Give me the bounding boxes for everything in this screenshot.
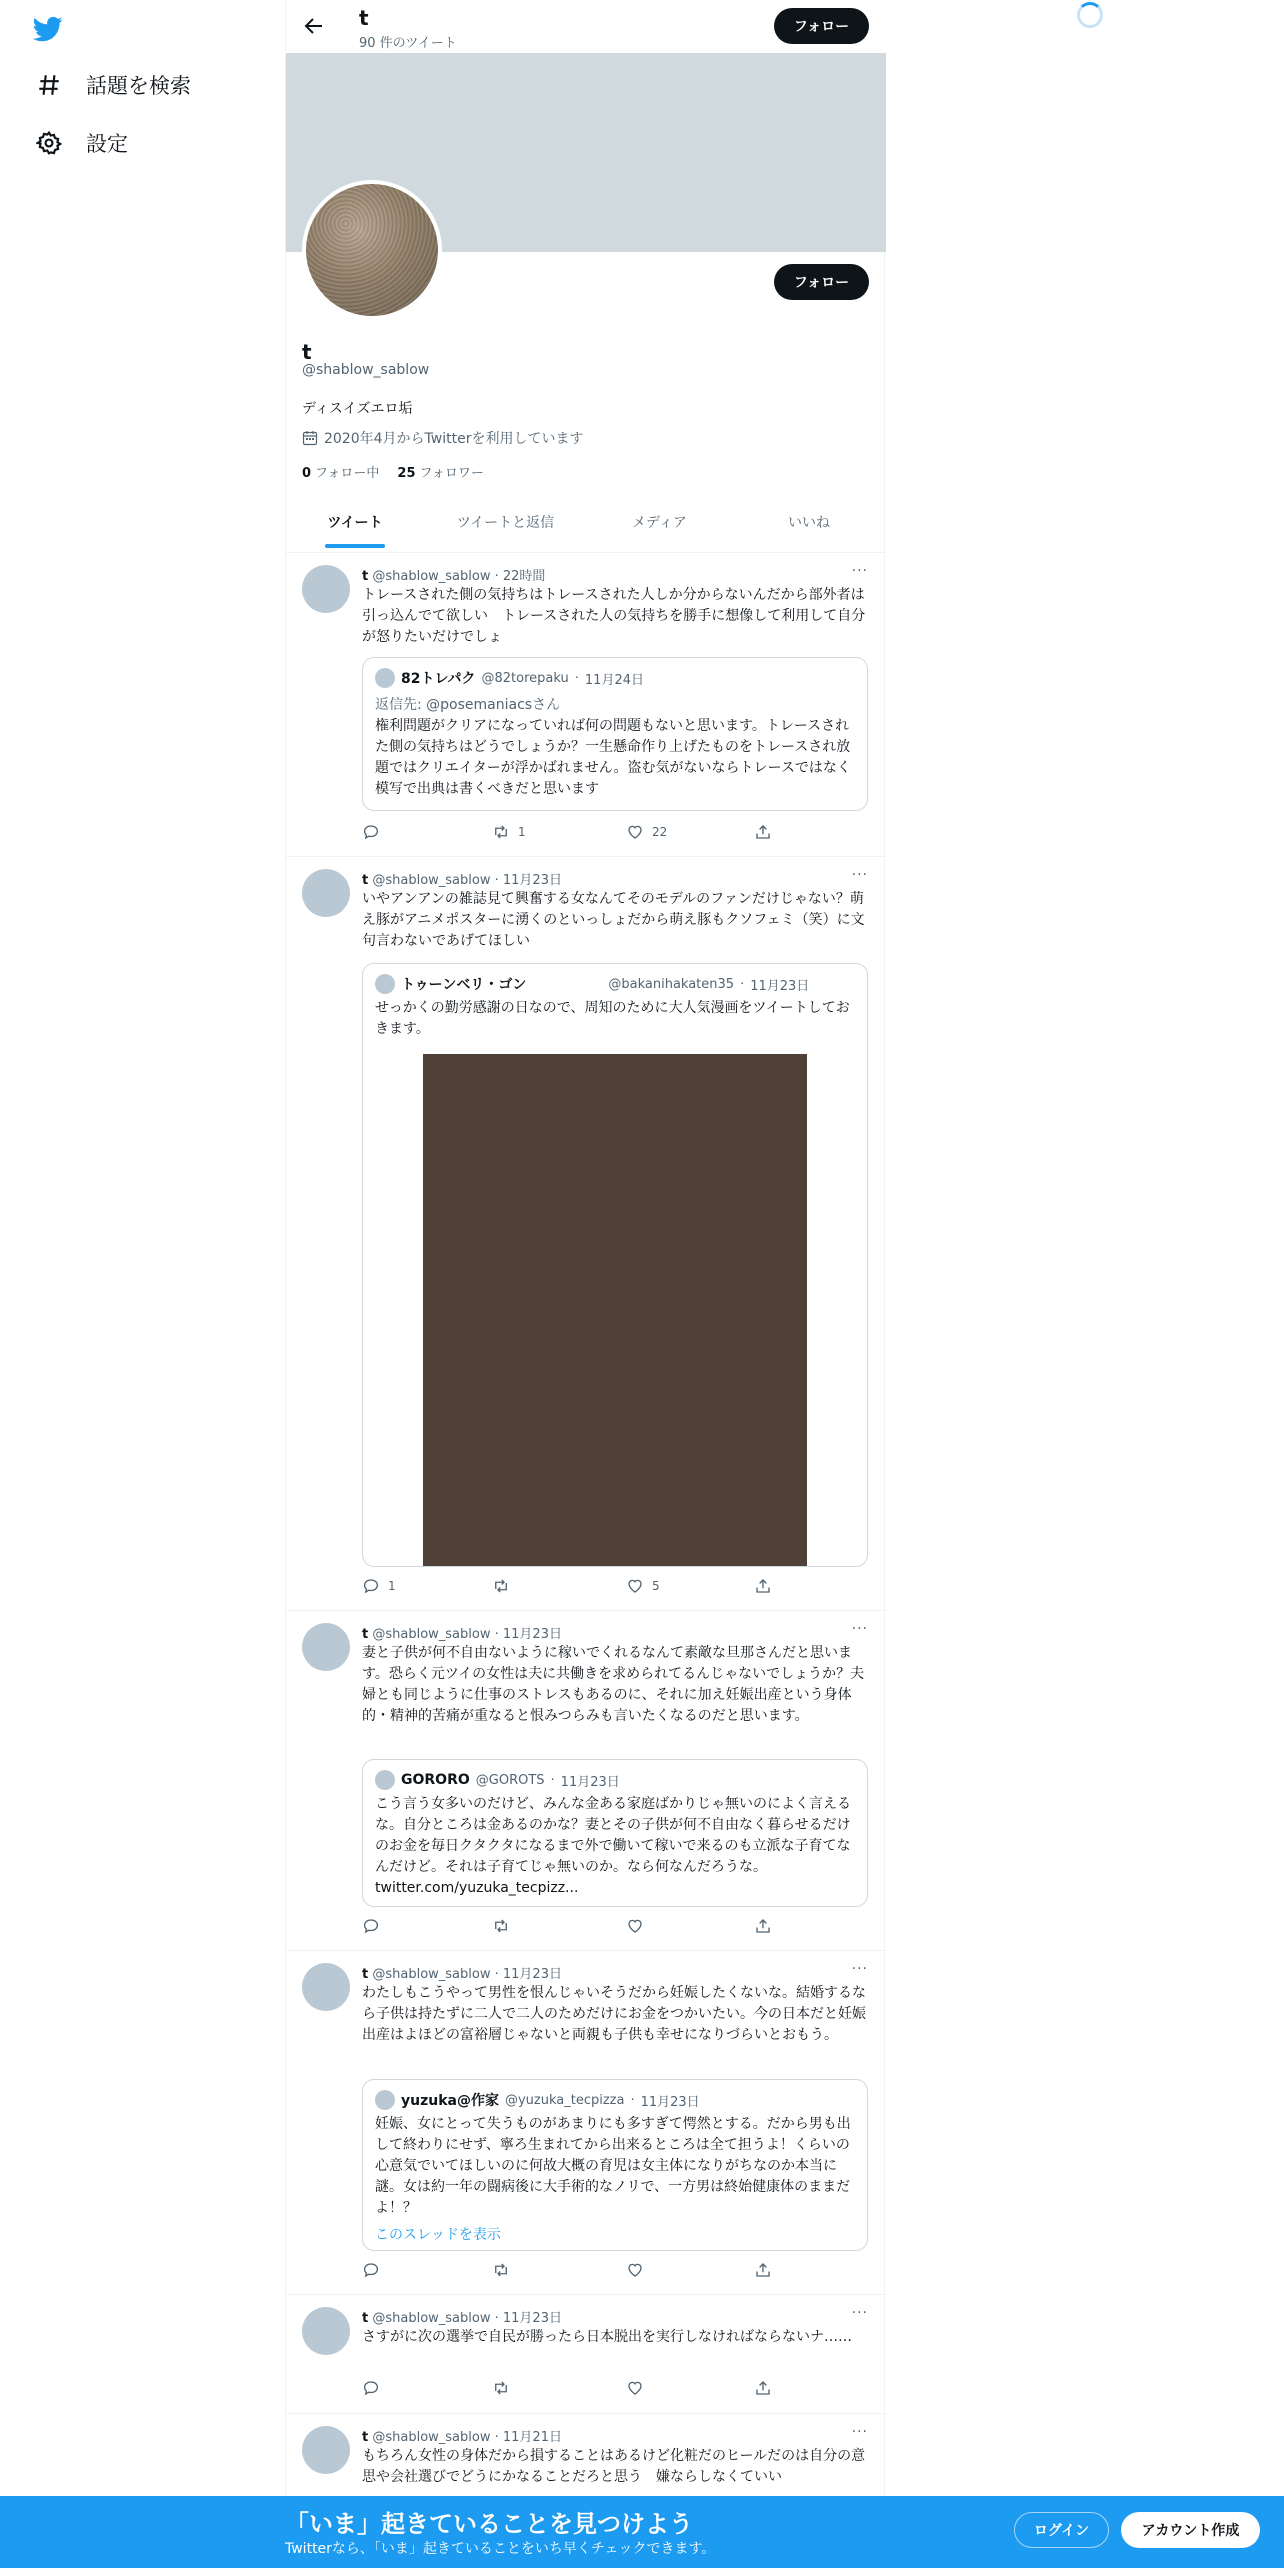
quoted-tweet-header: 82トレパク @82torepaku · 11月24日 <box>375 668 644 688</box>
quoted-tweet-text: せっかくの勤労感謝の日なので、周知のために大人気漫画をツイートしておきます。 <box>375 1000 850 1037</box>
quoted-tweet-header: トゥーンベリ・ゴン @bakanihakaten35 · 11月23日 <box>375 974 809 994</box>
reply-button[interactable] <box>362 1577 396 1595</box>
tweet-item[interactable] <box>286 553 886 857</box>
tweet-actions <box>362 823 802 843</box>
tweet-avatar[interactable] <box>302 2307 350 2355</box>
quoted-author-handle: @bakanihakaten35 <box>608 976 735 992</box>
heart-icon <box>626 2379 644 2397</box>
tweet-time[interactable]: 11月21日 <box>502 2430 562 2445</box>
tweet-header: t @shablow_sablow · 11月23日 <box>362 873 562 888</box>
quoted-tweet-avatar <box>375 668 395 688</box>
nav-item-explore[interactable] <box>36 70 191 100</box>
share-button[interactable] <box>754 1917 772 1935</box>
quoted-tweet[interactable] <box>362 963 868 1567</box>
tweet-item[interactable] <box>286 1611 886 1951</box>
signup-banner-subtitle: Twitterなら、「いま」起きていることをいち早くチェックできます。 <box>285 2541 716 2557</box>
tweet-actions <box>362 2261 802 2281</box>
tweet-header: t @shablow_sablow · 11月23日 <box>362 2311 562 2326</box>
like-button[interactable] <box>626 1577 660 1595</box>
retweet-button[interactable] <box>492 823 526 841</box>
quoted-tweet[interactable] <box>362 657 868 811</box>
hashtag-icon <box>36 72 62 98</box>
reply-button[interactable] <box>362 2261 388 2279</box>
tweet-author-name[interactable]: t <box>362 1967 369 1982</box>
like-button[interactable] <box>626 2379 652 2397</box>
tweet-author-handle: @shablow_sablow <box>372 1967 491 1982</box>
heart-icon <box>626 1577 644 1595</box>
tweet-time[interactable]: 11月23日 <box>502 1967 562 1982</box>
quoted-tweet-text: 妊娠、女にとって失うものがあまりにも多すぎて愕然とする。だから男も出して終わりにせず、寧ろ生まれてから出来るところは全て担うよ！くらいの心意気でいてほしいのに何故大概の育児は女主体になりがちなのか本当に謎。女は約一年の闘病後に大手術的なノリで、一方男は終始健康体のままだよ！？ <box>375 2116 851 2216</box>
tweet-avatar[interactable] <box>302 869 350 917</box>
like-count: 5 <box>652 1579 660 1593</box>
tweet-text: いやアンアンの雑誌見て興奮する女なんてそのモデルのファンだけじゃない？萌え豚がアニメポスターに湧くのといっしょだから萌え豚もクソフェミ（笑）に文句言わないであげてほしい <box>362 891 865 949</box>
like-count: 22 <box>652 825 668 839</box>
following-label: フォロー中 <box>315 466 380 481</box>
quoted-tweet-text: 権利問題がクリアになっていれば何の問題もないと思います。トレースされた側の気持ちはどうでしょうか？一生懸命作り上げたものをトレースされ放題ではクリエイターが浮かばれません。盗む気がないならトレースではなく模写で出典は書くべきだと思います <box>375 718 851 797</box>
retweet-button[interactable] <box>492 1577 518 1595</box>
retweet-icon <box>492 823 510 841</box>
quoted-tweet-avatar <box>375 2090 395 2110</box>
retweet-icon <box>492 2379 510 2397</box>
share-icon <box>754 823 772 841</box>
quoted-tweet[interactable] <box>362 2079 868 2251</box>
header-follow-button[interactable]: フォロー <box>774 8 869 44</box>
profile-follow-button[interactable]: フォロー <box>774 264 869 300</box>
retweet-icon <box>492 2261 510 2279</box>
quoted-author-name: トゥーンベリ・ゴン <box>401 977 527 993</box>
more-options-icon[interactable]: ··· <box>851 2424 868 2440</box>
tweet-actions <box>362 1577 802 1597</box>
reply-icon <box>362 823 380 841</box>
reply-icon <box>362 1917 380 1935</box>
quoted-time: 11月23日 <box>640 2094 700 2110</box>
tweet-actions <box>362 1917 802 1937</box>
profile-header-bar <box>286 0 886 53</box>
following-count: 0 <box>302 466 312 481</box>
reply-button[interactable] <box>362 823 388 841</box>
calendar-icon <box>302 430 318 446</box>
more-options-icon[interactable]: ··· <box>851 1621 868 1637</box>
tab-tweets-and-replies[interactable]: ツイートと返信 <box>456 515 555 531</box>
tweet-time[interactable]: 22時間 <box>502 569 546 584</box>
share-icon <box>754 2379 772 2397</box>
quoted-author-handle: @82torepaku <box>481 670 569 686</box>
quoted-author-name: yuzuka@作家 <box>401 2093 499 2109</box>
share-button[interactable] <box>754 2261 772 2279</box>
tab-likes[interactable]: いいね <box>788 515 830 531</box>
tab-media[interactable]: メディア <box>632 515 687 531</box>
tweet-header: t @shablow_sablow · 11月23日 <box>362 1627 562 1642</box>
tweet-text: さすがに次の選挙で自民が勝ったら日本脱出を実行しなければならないナ…… <box>362 2329 852 2345</box>
followers-label: フォロワー <box>419 466 484 481</box>
tweet-text: もちろん女性の身体だから損することはあるけど化粧だのヒールだのは自分の意思や会社選びでどうにかなることだろと思う 嫌ならしなくていい <box>362 2448 866 2485</box>
retweet-icon <box>492 1917 510 1935</box>
tweet-avatar[interactable] <box>302 1623 350 1671</box>
header-tweet-count: 90 件のツイート <box>359 36 457 51</box>
like-button[interactable] <box>626 1917 652 1935</box>
tweet-actions <box>362 2379 802 2399</box>
more-options-icon[interactable]: ··· <box>851 1961 868 1977</box>
signup-button[interactable]: アカウント作成 <box>1121 2512 1260 2548</box>
tweet-avatar[interactable] <box>302 2426 350 2474</box>
nav-label-settings: 設定 <box>86 132 128 156</box>
profile-handle: @shablow_sablow <box>302 362 430 378</box>
tweet-author-handle: @shablow_sablow <box>372 2430 491 2445</box>
tweet-item[interactable] <box>286 2295 886 2414</box>
nav-label-explore: 話題を検索 <box>86 74 191 98</box>
tweet-text: 妻と子供が何不自由ないように稼いでくれるなんて素敵な旦那さんだと思います。恐らく元ツイの女性は夫に共働きを求められてるんじゃないでしょうか？夫婦とも同じように仕事のストレスもあるのに、それに加え妊娠出産という身体的・精神的苦痛が重なると恨みつらみも言いたくなるのだと思います。 <box>362 1645 865 1724</box>
tweet-time[interactable]: 11月23日 <box>502 873 562 888</box>
tweet-header: t @shablow_sablow · 22時間 <box>362 569 546 584</box>
tab-active-indicator <box>325 544 385 548</box>
more-options-icon[interactable]: ··· <box>851 867 868 883</box>
tweet-avatar[interactable] <box>302 565 350 613</box>
back-arrow-icon[interactable] <box>302 14 326 38</box>
share-icon <box>754 2261 772 2279</box>
loading-spinner-icon <box>1077 2 1103 28</box>
header-profile-name: t <box>359 6 369 30</box>
tweet-header: t @shablow_sablow · 11月23日 <box>362 1967 562 1982</box>
gear-icon <box>36 130 62 156</box>
heart-icon <box>626 823 644 841</box>
retweet-icon <box>492 1577 510 1595</box>
quoted-tweet-avatar <box>375 974 395 994</box>
profile-tabs <box>286 500 886 553</box>
tweet-author-handle: @shablow_sablow <box>372 2311 491 2326</box>
quoted-author-name: GORORO <box>401 1772 470 1788</box>
tweet-author-name[interactable]: t <box>362 569 369 584</box>
profile-column <box>285 0 885 2568</box>
tweet-author-handle: @shablow_sablow <box>372 1627 491 1642</box>
tweet-author-name[interactable]: t <box>362 2311 369 2326</box>
like-button[interactable] <box>626 2261 652 2279</box>
tweet-text: トレースされた側の気持ちはトレースされた人しか分からないんだから部外者は引っ込んでて欲しい トレースされた人の気持ちを勝手に想像して利用して自分が怒りたいだけでしょ <box>362 587 866 645</box>
reply-count: 1 <box>388 1579 396 1593</box>
quoted-tweet-media[interactable] <box>423 1054 807 1567</box>
quoted-tweet-text: こう言う女多いのだけど、みんな金ある家庭ばかりじゃ無いのによく言えるな。自分ところは金あるのかな？妻とその子供が何不自由なく暮らせるだけのお金を毎日クタクタになるまで外で働いて稼いで来るのも立派な子育てなんだけど。それは子育てじゃ無いのか。なら何なんだろうな。 twitter.com/yuzuka_tecpizz... <box>375 1796 851 1896</box>
tweet-item[interactable] <box>286 857 886 1611</box>
retweet-count: 1 <box>518 825 526 839</box>
tweet-time[interactable]: 11月23日 <box>502 2311 562 2326</box>
reply-to-handle: @posemaniacsさん <box>426 697 561 713</box>
quoted-time: 11月23日 <box>750 978 810 994</box>
tweet-item[interactable] <box>286 1951 886 2295</box>
profile-bio: ディスイズエロ垢 <box>302 401 413 417</box>
quoted-tweet[interactable] <box>362 1759 868 1907</box>
left-navigation <box>0 0 284 2568</box>
tweet-time[interactable]: 11月23日 <box>502 1627 562 1642</box>
tab-tweets[interactable]: ツイート <box>327 515 383 531</box>
share-icon <box>754 1917 772 1935</box>
more-options-icon[interactable]: ··· <box>851 2305 868 2321</box>
signup-banner-title: 「いま」起きていることを見つけよう <box>285 2510 693 2538</box>
quoted-author-name: 82トレパク <box>401 671 476 687</box>
heart-icon <box>626 1917 644 1935</box>
retweet-button[interactable] <box>492 2261 518 2279</box>
tweet-avatar[interactable] <box>302 1963 350 2011</box>
share-button[interactable] <box>754 2379 772 2397</box>
twitter-logo-icon[interactable] <box>32 14 64 44</box>
profile-stats <box>302 462 484 481</box>
login-button[interactable]: ログイン <box>1014 2512 1109 2548</box>
profile-avatar[interactable] <box>302 180 442 320</box>
quoted-author-handle: @GOROTS <box>475 1772 545 1788</box>
quoted-tweet-header: GORORO @GOROTS · 11月23日 <box>375 1770 620 1790</box>
quoted-author-handle: @yuzuka_tecpizza <box>504 2092 625 2108</box>
quoted-time: 11月24日 <box>584 672 644 688</box>
quoted-time: 11月23日 <box>560 1774 620 1790</box>
profile-joined <box>302 428 583 448</box>
more-options-icon[interactable]: ··· <box>851 563 868 579</box>
tweet-author-handle: @shablow_sablow <box>372 569 491 584</box>
reply-button[interactable] <box>362 1917 388 1935</box>
tweet-header: t @shablow_sablow · 11月21日 <box>362 2430 562 2445</box>
share-icon <box>754 1577 772 1595</box>
tweet-author-name[interactable]: t <box>362 2430 369 2445</box>
tweet-text: わたしもこうやって男性を恨んじゃいそうだから妊娠したくないな。結婚するなら子供は持たずに二人で二人のためだけにお金をつかいたい。今の日本だと妊娠出産はよほどの富裕層じゃないと両親も子供も幸せになりづらいとおもう。 <box>362 1985 866 2043</box>
following-link[interactable] <box>302 462 379 481</box>
signup-banner <box>0 2496 1284 2568</box>
nav-item-settings[interactable] <box>36 128 128 158</box>
tweet-author-name[interactable]: t <box>362 873 369 888</box>
retweet-button[interactable] <box>492 1917 518 1935</box>
reply-icon <box>362 1577 380 1595</box>
followers-count: 25 <box>397 466 416 481</box>
heart-icon <box>626 2261 644 2279</box>
retweet-button[interactable] <box>492 2379 518 2397</box>
share-button[interactable] <box>754 823 772 841</box>
quoted-tweet-avatar <box>375 1770 395 1790</box>
share-button[interactable] <box>754 1577 772 1595</box>
followers-link[interactable] <box>397 462 483 481</box>
quoted-reply-to <box>375 694 560 714</box>
reply-icon <box>362 2261 380 2279</box>
reply-button[interactable] <box>362 2379 388 2397</box>
reply-to-prefix: 返信先: <box>375 697 427 713</box>
profile-joined-text: 2020年4月からTwitterを利用しています <box>324 431 584 447</box>
profile-name: t <box>302 340 312 364</box>
tweet-author-handle: @shablow_sablow <box>372 873 491 888</box>
show-thread-link[interactable]: このスレッドを表示 <box>375 2227 501 2243</box>
quoted-tweet-header: yuzuka@作家 @yuzuka_tecpizza · 11月23日 <box>375 2090 700 2110</box>
reply-icon <box>362 2379 380 2397</box>
tweet-author-name[interactable]: t <box>362 1627 369 1642</box>
like-button[interactable] <box>626 823 667 841</box>
